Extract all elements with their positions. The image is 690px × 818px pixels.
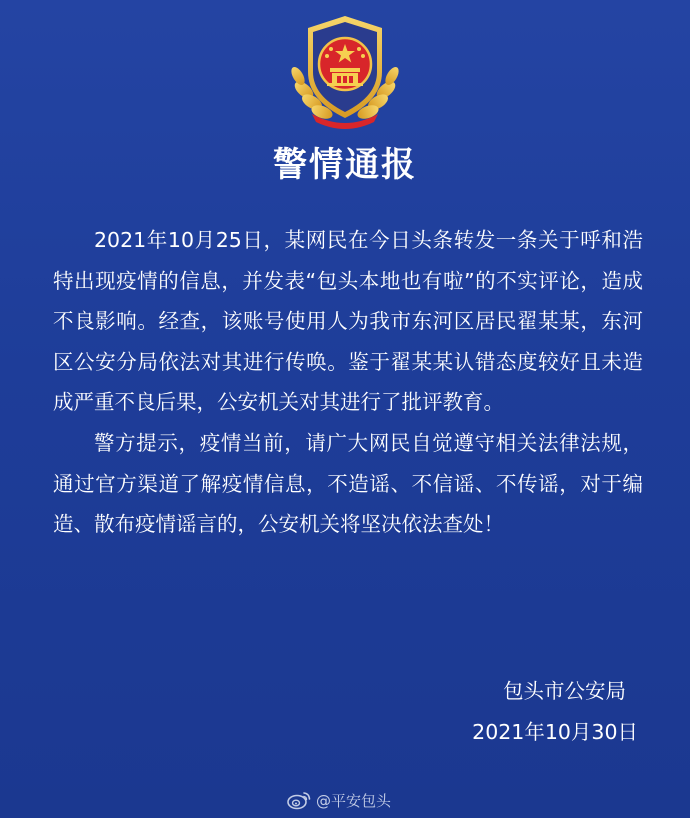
watermark-account: @平安包头 (316, 791, 392, 810)
notice-body (53, 220, 643, 545)
page-title: 警情通报 (273, 145, 417, 185)
weibo-watermark (286, 787, 391, 813)
issuing-organization: 包头市公安局 (503, 679, 626, 703)
body-paragraph: 2021年10月25日，某网民在今日头条转发一条关于呼和浩特出现疫情的信息，并发表“包头本地也有啦”的不实评论，造成不良影响。经查，该账号使用人为我市东河区居民翟某某，东河区公安分局依法对其进行传唤。鉴于翟某某认错态度较好且未造成严重不良后果，公安机关对其进行了批评教育。 (53, 228, 643, 415)
weibo-icon (286, 789, 312, 811)
police-emblem-icon (282, 10, 408, 134)
body-paragraph: 警方提示，疫情当前，请广大网民自觉遵守相关法律法规，通过官方渠道了解疫情信息，不造谣、不信谣、不传谣，对于编造、散布疫情谣言的，公安机关将坚决依法查处！ (53, 430, 643, 537)
issue-date: 2021年10月30日 (472, 720, 638, 744)
